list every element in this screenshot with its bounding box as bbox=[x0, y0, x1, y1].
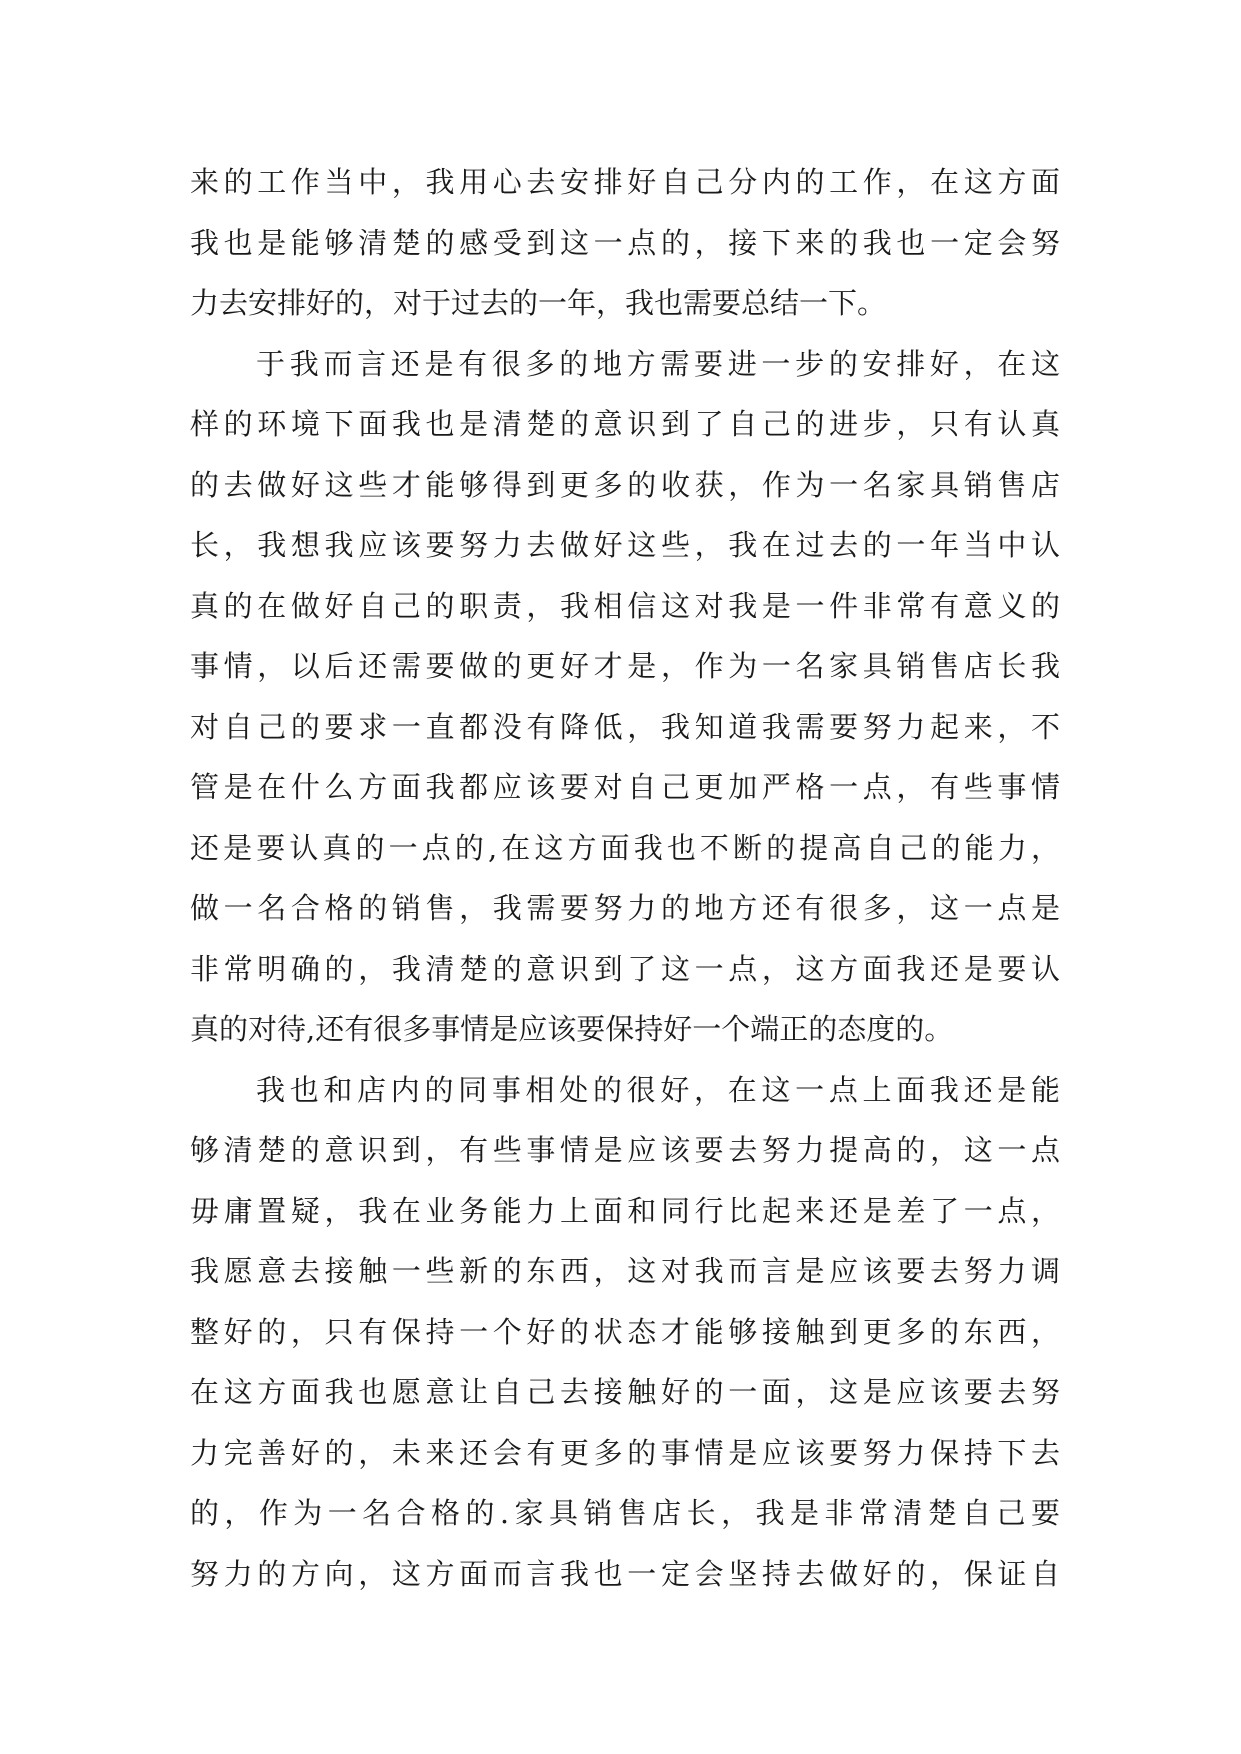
text-line: 做一名合格的销售，我需要努力的地方还有很多，这一点是 bbox=[190, 891, 1060, 925]
text-line: 事情，以后还需要做的更好才是，作为一名家具销售店长我 bbox=[190, 649, 1060, 683]
text-line: 整好的，只有保持一个好的状态才能够接触到更多的东西， bbox=[190, 1314, 1060, 1349]
text-line: 力完善好的，未来还会有更多的事情是应该要努力保持下去 bbox=[190, 1435, 1060, 1470]
text-line: 管是在什么方面我都应该要对自己更加严格一点，有些事情 bbox=[190, 770, 1060, 804]
text-line: 努力的方向，这方面而言我也一定会坚持去做好的，保证自 bbox=[190, 1556, 1060, 1591]
text-line: 真的在做好自己的职责，我相信这对我是一件非常有意义的 bbox=[190, 588, 1060, 623]
body-text bbox=[190, 152, 1060, 1604]
text-line: 力去安排好的，对于过去的一年，我也需要总结一下。 bbox=[190, 286, 887, 320]
text-line: 样的环境下面我也是清楚的意识到了自己的进步，只有认真 bbox=[190, 407, 1060, 441]
text-line: 在这方面我也愿意让自己去接触好的一面，这是应该要去努 bbox=[190, 1375, 1060, 1409]
text-line: 我也是能够清楚的感受到这一点的，接下来的我也一定会努 bbox=[190, 225, 1060, 260]
text-line: 对自己的要求一直都没有降低，我知道我需要努力起来，不 bbox=[190, 709, 1060, 744]
text-line: 够清楚的意识到，有些事情是应该要去努力提高的，这一点 bbox=[190, 1133, 1060, 1167]
text-line: 我也和店内的同事相处的很好，在这一点上面我还是能 bbox=[256, 1072, 1060, 1107]
text-line: 真的对待,还有很多事情是应该要保持好一个端正的态度的。 bbox=[190, 1012, 954, 1046]
text-line: 的，作为一名合格的.家具销售店长，我是非常清楚自己要 bbox=[190, 1496, 1060, 1530]
text-line: 还是要认真的一点的,在这方面我也不断的提高自己的能力， bbox=[190, 830, 1060, 865]
text-line: 毋庸置疑，我在业务能力上面和同行比起来还是差了一点， bbox=[190, 1193, 1060, 1228]
text-line: 长，我想我应该要努力去做好这些，我在过去的一年当中认 bbox=[190, 528, 1060, 562]
text-line: 于我而言还是有很多的地方需要进一步的安排好，在这 bbox=[256, 346, 1060, 381]
text-line: 非常明确的，我清楚的意识到了这一点，这方面我还是要认 bbox=[190, 951, 1060, 986]
text-line: 的去做好这些才能够得到更多的收获，作为一名家具销售店 bbox=[190, 467, 1060, 502]
text-line: 我愿意去接触一些新的东西，这对我而言是应该要去努力调 bbox=[190, 1254, 1060, 1288]
text-line: 来的工作当中，我用心去安排好自己分内的工作，在这方面 bbox=[190, 165, 1060, 199]
